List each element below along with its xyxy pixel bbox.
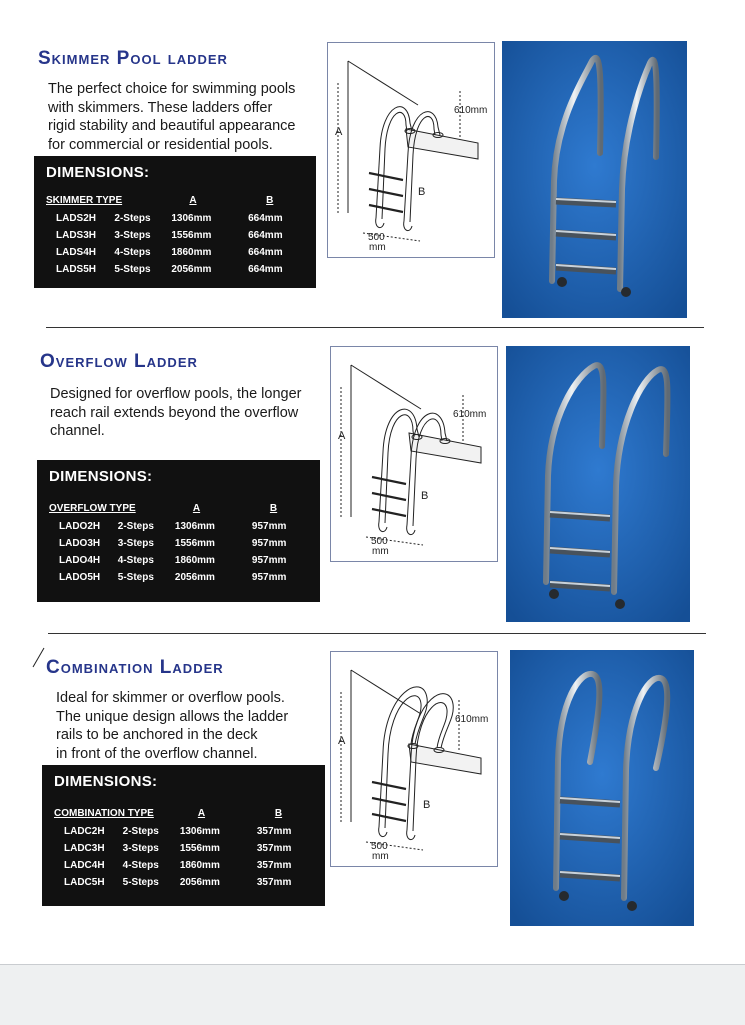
b-cell: 664mm: [248, 247, 283, 258]
dimension-610: 610mm: [454, 105, 488, 116]
steps-cell: 4-Steps: [122, 860, 159, 871]
table-row: [54, 823, 325, 840]
description-line: The perfect choice for swimming pools: [48, 81, 296, 97]
column-header-type: COMBINATION TYPE: [54, 807, 154, 819]
diagram-drawing: [331, 652, 497, 866]
table-header-row: [54, 807, 325, 823]
column-header-b: B: [266, 194, 274, 206]
label-a: A: [338, 735, 346, 747]
a-cell: 2056mm: [171, 264, 212, 275]
model-cell: LADC4H: [64, 860, 105, 871]
dimensions-title: DIMENSIONS:: [46, 164, 150, 181]
dimension-610: 610mm: [455, 714, 489, 725]
column-header-b: B: [274, 807, 283, 819]
a-cell: 1556mm: [179, 843, 220, 854]
description-line: channel.: [50, 423, 105, 439]
model-cell: LADO4H: [59, 555, 101, 566]
model-cell: LADS3H: [56, 230, 97, 241]
dimension-500: 500: [371, 536, 388, 547]
description-line: rails to be anchored in the deck: [56, 727, 258, 743]
dimension-500-unit: mm: [369, 242, 386, 253]
ladder-photo-image: [510, 650, 694, 926]
combination-title: Combination Ladder: [46, 657, 224, 678]
description-line: for commercial or residential pools.: [48, 136, 273, 153]
description-line: reach rail extends beyond the overflow: [50, 404, 299, 421]
table-row: [46, 210, 316, 227]
model-cell: LADC5H: [64, 877, 105, 888]
description-line: in front of the overflow channel.: [56, 745, 258, 762]
b-cell: 957mm: [251, 538, 287, 549]
description-line: rigid stability and beautiful appearance: [48, 118, 296, 134]
diagram-drawing: [328, 43, 494, 257]
skimmer-ladder-diagram: [327, 42, 495, 258]
overflow-ladder-photo: [506, 346, 690, 622]
table-row: [46, 261, 316, 278]
skimmer-ladder-photo: [502, 41, 687, 318]
skimmer-title: Skimmer Pool ladder: [38, 48, 228, 69]
description-line: with skimmers. These ladders offer: [48, 99, 273, 116]
steps-cell: 2-Steps: [117, 521, 154, 532]
b-cell: 357mm: [256, 843, 292, 854]
column-header-a: A: [197, 807, 206, 819]
skimmer-dimensions-box: [34, 156, 316, 288]
table-row: [54, 840, 325, 857]
table-row: [49, 552, 320, 569]
b-cell: 664mm: [248, 264, 283, 275]
steps-cell: 3-Steps: [122, 843, 159, 854]
a-cell: 2056mm: [174, 572, 215, 583]
b-cell: 357mm: [256, 877, 292, 888]
overflow-title: Overflow Ladder: [40, 351, 198, 372]
combination-ladder-diagram: [330, 651, 498, 867]
skimmer-dimensions-table: [46, 194, 316, 278]
dimension-610: 610mm: [453, 409, 487, 420]
steps-cell: 5-Steps: [122, 877, 159, 888]
description-line: Ideal for skimmer or overflow pools.: [56, 690, 285, 706]
overflow-ladder-diagram: [330, 346, 498, 562]
model-cell: LADS4H: [56, 247, 97, 258]
b-cell: 957mm: [251, 572, 287, 583]
steps-cell: 3-Steps: [114, 230, 151, 241]
a-cell: 1306mm: [179, 826, 220, 837]
overflow-section: [0, 330, 745, 630]
b-cell: 357mm: [256, 860, 292, 871]
column-header-a: A: [189, 194, 197, 206]
skimmer-section: [0, 0, 745, 330]
diagram-drawing: [331, 347, 497, 561]
table-row: [54, 874, 325, 891]
combination-section: [0, 636, 745, 936]
table-header-row: [46, 194, 316, 210]
b-cell: 357mm: [256, 826, 292, 837]
label-b: B: [421, 490, 429, 502]
steps-cell: 4-Steps: [117, 555, 154, 566]
table-row: [46, 227, 316, 244]
skimmer-description: [48, 80, 295, 154]
description-line: Designed for overflow pools, the longer: [50, 386, 302, 402]
label-b: B: [418, 186, 426, 198]
column-header-a: A: [192, 502, 201, 514]
model-cell: LADC3H: [64, 843, 105, 854]
a-cell: 1556mm: [174, 538, 215, 549]
a-cell: 1306mm: [171, 213, 212, 224]
overflow-dimensions-box: [37, 460, 320, 602]
description-line: The unique design allows the ladder: [56, 708, 289, 725]
label-a: A: [335, 126, 343, 138]
steps-cell: 5-Steps: [117, 572, 154, 583]
table-header-row: [49, 502, 320, 518]
column-header-type: SKIMMER TYPE: [46, 194, 123, 206]
overflow-dimensions-table: [49, 502, 320, 586]
b-cell: 957mm: [251, 521, 287, 532]
a-cell: 1306mm: [174, 521, 215, 532]
combination-description: [56, 689, 288, 763]
a-cell: 2056mm: [179, 877, 220, 888]
a-cell: 1860mm: [179, 860, 220, 871]
dimension-500: 500: [368, 232, 385, 243]
dimension-500: 500: [371, 841, 388, 852]
model-cell: LADO2H: [59, 521, 101, 532]
section-divider: [46, 327, 704, 328]
label-a: A: [338, 430, 346, 442]
table-row: [49, 569, 320, 586]
column-header-type: OVERFLOW TYPE: [49, 502, 136, 514]
overflow-description: [50, 385, 301, 441]
ladder-photo-image: [502, 41, 687, 318]
a-cell: 1860mm: [174, 555, 215, 566]
model-cell: LADO5H: [59, 572, 101, 583]
steps-cell: 2-Steps: [122, 826, 159, 837]
steps-cell: 5-Steps: [114, 264, 151, 275]
table-row: [49, 535, 320, 552]
combination-dimensions-box: [42, 765, 325, 906]
ladder-photo-image: [506, 346, 690, 622]
dimensions-title: DIMENSIONS:: [54, 773, 158, 790]
combination-ladder-photo: [510, 650, 694, 926]
dimension-500-unit: mm: [372, 851, 389, 862]
dimension-500-unit: mm: [372, 546, 389, 557]
table-row: [49, 518, 320, 535]
scan-background: [0, 964, 745, 1025]
b-cell: 664mm: [248, 213, 283, 224]
steps-cell: 2-Steps: [114, 213, 151, 224]
combination-dimensions-table: [54, 807, 325, 891]
label-b: B: [423, 799, 431, 811]
a-cell: 1556mm: [171, 230, 212, 241]
b-cell: 664mm: [248, 230, 283, 241]
model-cell: LADC2H: [64, 826, 105, 837]
b-cell: 957mm: [251, 555, 287, 566]
section-divider: [48, 633, 706, 634]
model-cell: LADS2H: [56, 213, 97, 224]
a-cell: 1860mm: [171, 247, 212, 258]
table-row: [46, 244, 316, 261]
dimensions-title: DIMENSIONS:: [49, 468, 153, 485]
model-cell: LADS5H: [56, 264, 97, 275]
table-row: [54, 857, 325, 874]
steps-cell: 3-Steps: [117, 538, 154, 549]
column-header-b: B: [269, 502, 278, 514]
steps-cell: 4-Steps: [114, 247, 151, 258]
model-cell: LADO3H: [59, 538, 101, 549]
